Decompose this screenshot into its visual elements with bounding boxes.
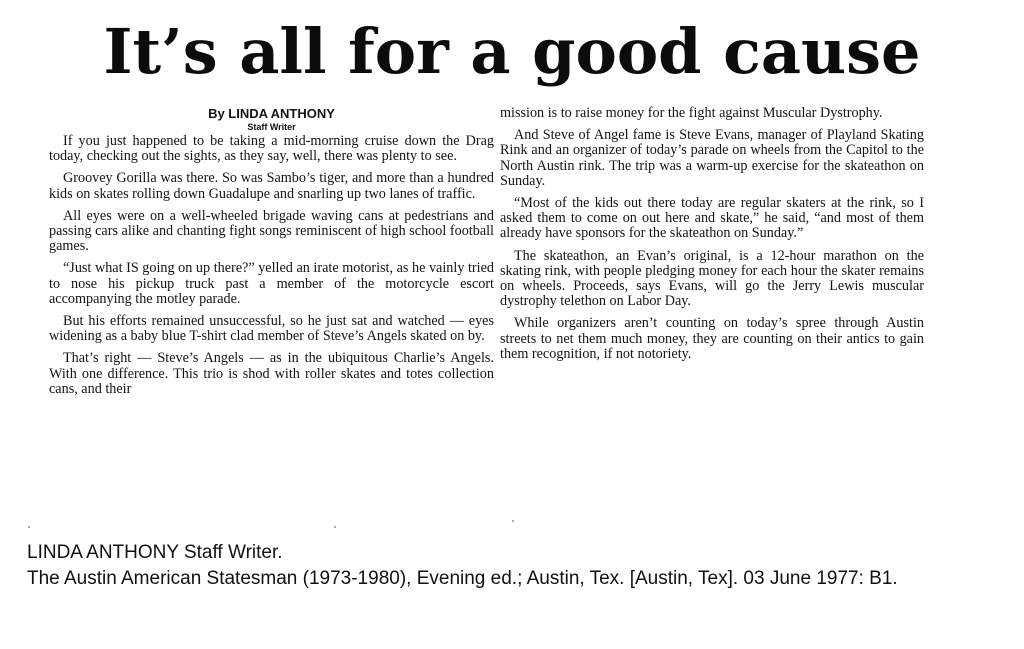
print-speck — [512, 520, 514, 522]
byline: By LINDA ANTHONY — [208, 106, 335, 121]
article-paragraph: All eyes were on a well-wheeled brigade waving cans at pedestrians and passing cars alike and chanting fight songs reminiscent of high school football games. — [49, 207, 494, 255]
citation-source: The Austin American Statesman (1973-1980), Evening ed.; Austin, Tex. [Austin, Tex]. 03 June 1977: B1. — [27, 568, 898, 589]
byline-title: Staff Writer — [247, 122, 296, 132]
article-column-left — [49, 106, 494, 404]
article-paragraph: The skateathon, an Evan’s original, is a 12-hour marathon on the skating rink, with people pledging money for each hour the skater remains on wheels. Proceeds, says Evans, will go the Jerry Lewis muscular dystrophy telethon on Labor Day. — [500, 247, 924, 310]
citation-author: LINDA ANTHONY Staff Writer. — [27, 542, 283, 563]
article-paragraph: And Steve of Angel fame is Steve Evans, manager of Playland Skating Rink and an organizer of today’s parade on wheels from the Capitol to the North Austin rink. The trip was a warm-up exercise for the skateathon on Sunday. — [500, 127, 924, 189]
citation-caption — [27, 540, 1012, 592]
article-paragraph: “Just what IS going on up there?” yelled an irate motorist, as he vainly tried to nose his pickup truck past a member of the motorcycle escort accompanying the motley parade. — [49, 260, 494, 307]
article-paragraph: While organizers aren’t counting on today’s spree through Austin streets to net them much money, they are counting on their antics to gain them recognition, if not notoriety. — [500, 315, 924, 362]
article-paragraph: But his efforts remained unsuccessful, so he just sat and watched — eyes widening as a baby blue T-shirt clad member of Steve’s Angels skated on by. — [49, 313, 494, 345]
column-divider — [489, 106, 490, 516]
newspaper-clipping — [24, 6, 1000, 530]
article-paragraph: That’s right — Steve’s Angels — as in the ubiquitous Charlie’s Angels. With one difference. This trio is shod with roller skates and totes collection cans, and their — [49, 350, 494, 397]
article-paragraph: mission is to raise money for the fight against Muscular Dystrophy. — [500, 105, 883, 121]
print-speck — [28, 526, 30, 528]
headline: It’s all for a good cause — [103, 15, 921, 88]
article-column-right — [500, 106, 924, 369]
print-speck — [334, 526, 336, 528]
article-paragraph: If you just happened to be taking a mid-morning cruise down the Drag today, checking out the sights, as they say, well, there was plenty to see. — [49, 133, 494, 165]
article-paragraph: “Most of the kids out there today are regular skaters at the rink, so I asked them to come on out here and skate,” he said, “and most of them already have sponsors for the skateathon on Sunday.” — [500, 195, 924, 242]
article-paragraph: Groovey Gorilla was there. So was Sambo’s tiger, and more than a hundred kids on skates rolling down Guadalupe and snarling up two lanes of traffic. — [49, 170, 494, 202]
